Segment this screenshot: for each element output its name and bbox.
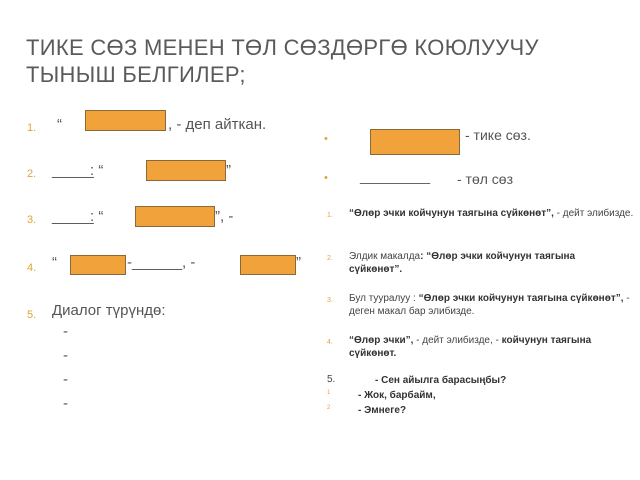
item2-mid: : “ bbox=[90, 162, 104, 179]
item3-close: ”, - bbox=[215, 208, 234, 225]
dialog-line: - Жок, барбайм, bbox=[358, 390, 436, 401]
list-number: 2. bbox=[27, 168, 37, 180]
legend-direct-speech-box bbox=[370, 129, 460, 155]
example-1 bbox=[349, 207, 639, 220]
example-4 bbox=[349, 334, 634, 360]
example-3-pre: Бул тууралуу : bbox=[349, 293, 419, 304]
direct-speech-box bbox=[70, 255, 126, 275]
dialog-line: - Эмнеге? bbox=[358, 405, 407, 416]
example-5-line1 bbox=[375, 374, 506, 387]
legend-author-speech: - төл сөз bbox=[457, 171, 514, 187]
example-2-pre: Элдик макалда bbox=[349, 251, 421, 262]
item4-dash: -______, - bbox=[127, 254, 196, 271]
list-number: 5. bbox=[27, 309, 37, 321]
item3-mid: : “ bbox=[90, 208, 104, 225]
direct-speech-box bbox=[240, 255, 296, 275]
bullet-icon: • bbox=[324, 133, 328, 145]
sub-number: 1 bbox=[327, 390, 331, 396]
example-5-line2 bbox=[358, 389, 436, 402]
author-blank: _____ bbox=[52, 162, 94, 179]
author-blank: _____ bbox=[52, 208, 94, 225]
sub-number: 2 bbox=[327, 405, 331, 411]
dialog-dash: - bbox=[63, 371, 68, 388]
item1-after: , - деп айткан. bbox=[168, 116, 267, 133]
slide-title: ТИКЕ СӨЗ МЕНЕН ТӨЛ СӨЗДӨРГӨ КОЮЛУУЧУ ТЫНЫШ БЕЛГИЛЕР; bbox=[26, 35, 539, 87]
quote-close: ” bbox=[226, 162, 231, 179]
example-number: 4. bbox=[327, 339, 333, 346]
example-3 bbox=[349, 292, 634, 318]
dialog-dash: - bbox=[63, 347, 68, 364]
dialog-line: - Сен айылга барасыңбы? bbox=[375, 375, 507, 386]
example-number: 5. bbox=[327, 374, 336, 385]
bullet-icon: • bbox=[324, 172, 328, 184]
list-number: 4. bbox=[27, 262, 37, 274]
example-5-line3 bbox=[358, 404, 406, 417]
legend-direct-speech: - тике сөз. bbox=[465, 127, 531, 143]
direct-speech-box bbox=[135, 206, 215, 227]
example-number: 3. bbox=[327, 297, 333, 304]
example-2-quote: : “Өлөр эчки койчунун таягына сүйкөнөт”. bbox=[349, 251, 576, 275]
example-4-quote-part1: “Өлөр эчки”, bbox=[349, 335, 414, 346]
example-2 bbox=[349, 250, 589, 276]
list-number: 3. bbox=[27, 214, 37, 226]
example-3-rest: - деген макал бар элибизде. bbox=[349, 293, 630, 317]
example-3-quote: “Өлөр эчки койчунун таягына сүйкөнөт”, bbox=[418, 293, 624, 304]
quote-close: ” bbox=[296, 254, 301, 271]
example-1-rest: - дейт элибизде. bbox=[553, 208, 634, 219]
direct-speech-box bbox=[146, 160, 226, 181]
example-1-quote: “Өлөр эчки койчунун таягына сүйкөнөт”, bbox=[349, 208, 554, 219]
list-number: 1. bbox=[27, 122, 37, 134]
legend-blank: _________ bbox=[360, 168, 431, 184]
dialog-dash: - bbox=[63, 323, 68, 340]
direct-speech-box bbox=[85, 110, 166, 131]
example-4-quote-part2: койчунун таягына сүйкөнөт. bbox=[349, 335, 592, 359]
example-number: 1. bbox=[327, 212, 333, 219]
dialog-label: Диалог түрүндө: bbox=[52, 302, 166, 319]
example-number: 2. bbox=[327, 255, 333, 262]
example-4-mid: - дейт элибизде, - bbox=[413, 335, 502, 346]
dialog-dash: - bbox=[63, 395, 68, 412]
quote-open: “ bbox=[57, 116, 62, 133]
quote-open: “ bbox=[52, 254, 57, 271]
